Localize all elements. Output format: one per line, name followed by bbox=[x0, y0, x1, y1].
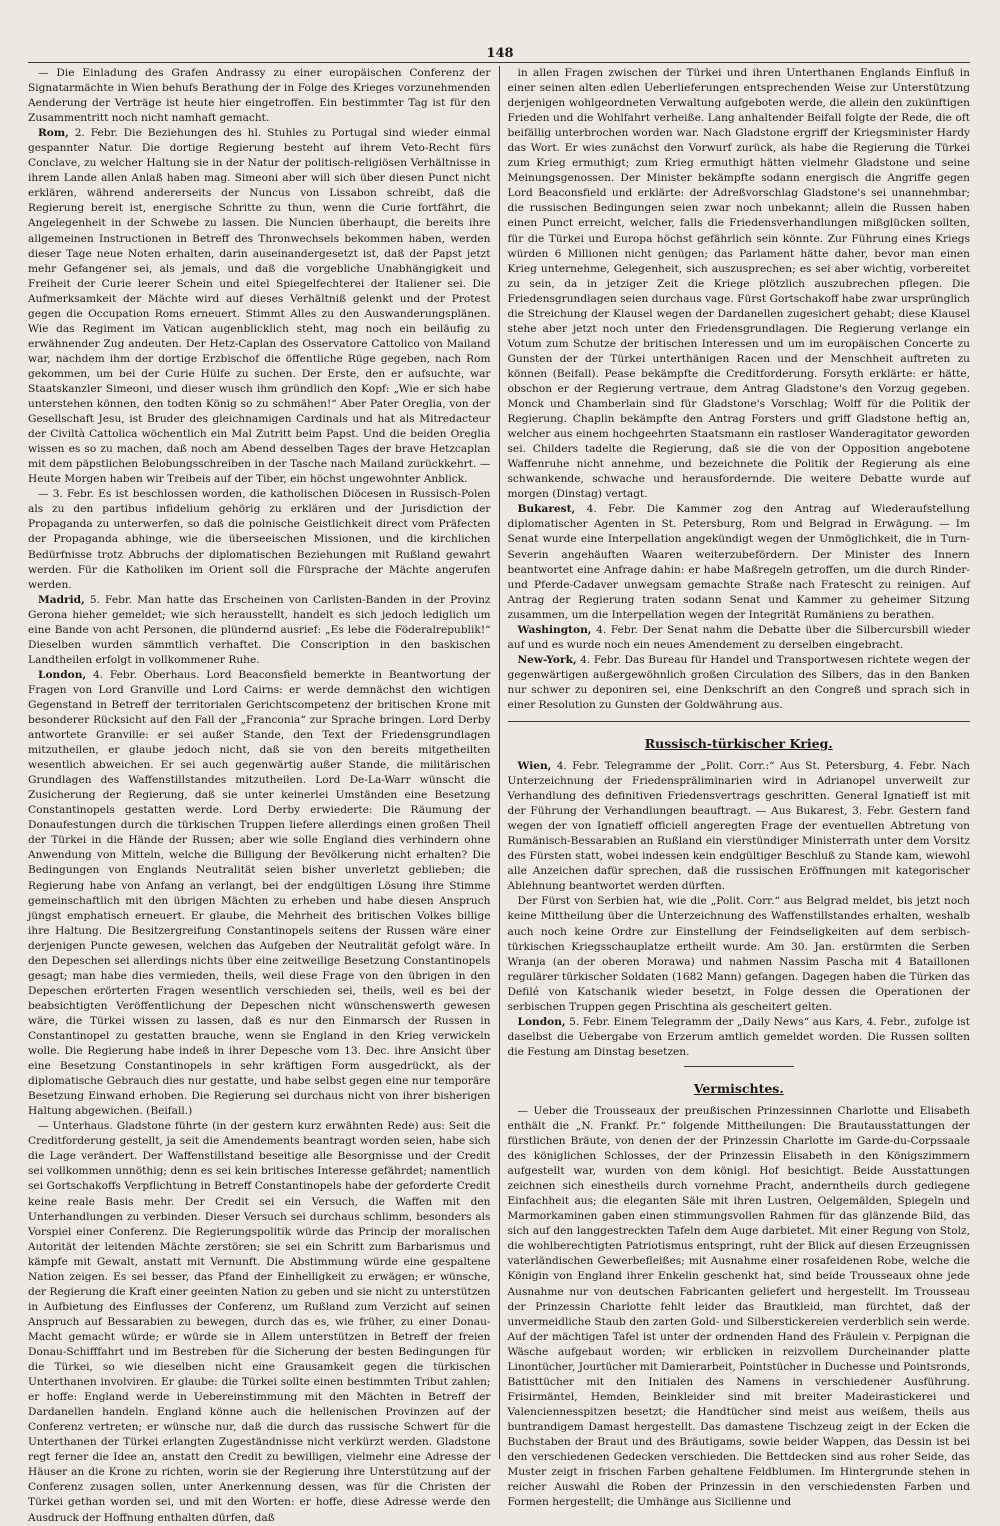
dateline: Washington, bbox=[517, 623, 592, 636]
header-rule bbox=[28, 62, 970, 63]
dateline: London, bbox=[517, 1015, 566, 1028]
article-text: — Ueber die Trousseaux der preußischen Prinzessinnen Charlotte und Elisabeth enthält die „N. Frankf. Pr.“ folgende Mittheilungen: Die Brautausstattungen der fürstlichen Bräute, von denen der der Prinzessin Charlotte im Garde-du-Corpssaale des königlichen Schlosses, der der Prinzessin Elisabeth in den Königszimmern aufgestellt war, wurden von dem königl. Hof besichtigt. Beide Ausstattungen zeichnen sich einestheils durch vornehme Pracht, anderntheils durch gediegene Einfachheit aus; die eleganten Säle mit ihren Lustren, Oelgemälden, Spiegeln und Marmorkaminen gaben einen stimmungsvollen Rahmen für das glänzende Bild, das sich auf den langgestreckten Tafeln dem Auge darbietet. Mit einer Regung von Stolz, die wohlberechtigten Patriotismus entspringt, ruht der Blick auf diesen Erzeugnissen vaterländischen Gewerbefleißes; mit Ausnahme einer rosafeidenen Robe, welche die Königin von England ihrer Enkelin geschenkt hat, sind beide Trousseaux ohne jede Ausnahme nur von deutschen Fabricanten geliefert und hergestellt. Im Trousseau der Prinzessin Charlotte fehlt leider das Brautkleid, man fürchtet, daß der unvermeidliche Staub den zarten Gold- und Silberstickereien verderblich sein werde. Auf der mächtigen Tafel ist unter der ordnenden Hand des Fräulein v. Perpignan die Wäsche aufgebaut worden; wir erblicken in reizvollem Durcheinander platte Linontücher, Jourtücher mit Damierarbeit, Pointstücher in Duchesse und Pointsronds, Batisttücher mit den Initialen des Namens in verschiedener Ausführung. Frisirmäntel, Hemden, Beinkleider sind mit breiter Madeirastickerei und Valenciennesspitzen besetzt; die Handtücher sind meist aus weißem, theils aus buntrandigem Damast hergestellt. Das damastene Tischzeug zeigt in der Ecken die Buchstaben der Braut und des Bräutigams, sowie beider Wappen, das Dessin ist bei den verschiedenen Gedecken verschieden. Die Bettdecken sind aus roher Seide, das Muster zeigt in frischen Farben gehaltene Feldblumen. Im Hintergrunde stehen in reicher Auswahl die Roben der Prinzessin in den verschiedensten Farben und Formen hergestellt; die Umhänge aus Sicilienne und bbox=[507, 1104, 970, 1509]
section-divider bbox=[508, 721, 971, 722]
dateline: Madrid, bbox=[38, 593, 85, 606]
article-paragraph bbox=[508, 623, 971, 653]
article-text: 2. Febr. Die Beziehungen des hl. Stuhles zu Portugal sind wieder einmal gespannter Natur. Die dortige Regierung besteht auf ihrem Veto-Recht fürs Conclave, zu welcher Haltung sie in der Natur der politisch-religiösen Verhältnisse in ihrem Lande allen Anlaß haben mag. Simeoni aber will sich über diesen Punct nicht erklären, während andererseits der Nuncus von Lissabon schreibt, daß die Regierung bereit ist, energische Schritte zu thun, wenn die Curie fortfährt, die Angelegenheit in der Schwebe zu lassen. Die Nuncien überhaupt, die bereits ihre allgemeinen Instructionen in Betreff des Thronwechsels bekommen haben, werden dieser Tage neue Noten erhalten, darin auseinandergesetzt ist, daß der Papst jetzt mehr Gefangener sei, als jemals, und daß die vorgebliche Unabhängigkeit und Freiheit der Curie leerer Schein und eitel Spiegelfechterei der Italiener sei. Die Aufmerksamkeit der Mächte wird auf dieses Verhältniß gelenkt und der Protest gegen die Occupation Roms erneuert. Stimmt Alles zu den Auswanderungsplänen. Wie das Regiment im Vatican augenblicklich steht, mag noch ein beiläufig zu erwähnender Zug andeuten. Der Hetz-Caplan des Osservatore Cattolico von Mailand war, nachdem ihm der dortige Erzbischof die öffentliche Rüge gegeben, nach Rom gekommen, um bei der Curie Hülfe zu suchen. Der Erste, den er aufsuchte, war Staatskanzler Simeoni, und dieser wusch ihm gründlich den Kopf: „Wie er sich habe unterstehen können, den todten König so zu schmähen!“ Aber Pater Oreglia, von der Gesellschaft Jesu, ist Bruder des gleichnamigen Cardinals und hat als Mitredacteur der Civiltà Cattolica wöchentlich ein Mal Zutritt beim Papst. Und die beiden Oreglia wissen es so zu machen, daß noch am Abend desselben Tages der brave Hetzcaplan mit dem päpstlichen Belobungsschreiben in der Tasche nach Mailand zurückkehrt. — Heute Morgen haben wir Treibeis auf der Tiber, ein höchst ungewohnter Anblick. bbox=[28, 127, 491, 486]
article-text: — Unterhaus. Gladstone führte (in der gestern kurz erwähnten Rede) aus: Seit die Creditforderung gestellt, ja seit die Amendements beantragt worden seien, habe sich die Lage verändert. Der Waffenstillstand beseitige alle Besorgnisse und der Credit sei vollkommen unnöthig; denn es sei kein britisches Interesse gefährdet; namentlich sei Gortschakoffs Verpflichtung in Betreff Constantinopels habe der geforderte Credit keine reale Basis mehr. Der Credit sei ein Versuch, die Waffen mit den Unterhandlungen zu verbinden. Dieser Versuch sei durchaus schlimm, besonders als Vorspiel einer Conferenz. Die Regierungspolitik würde das Princip der moralischen Autorität der leitenden Mächte zerstören; sie sei ein Schritt zum Barbarismus und kämpfe mit Gewalt, anstatt mit Vernunft. Die Abstimmung würde eine gespaltene Nation zeigen. Es sei besser, das Pfand der Einhelligkeit zu erwägen; er wünsche, der Regierung die Kraft einer geeinten Nation zu geben und sie nicht zu unterstützen in Aufbietung des Einflusses der Conferenz, um Rußland zum Verzicht auf seinen Anspruch auf Bessarabien zu bewegen, durch das es, wie früher, zu einer Donau-Macht gemacht würde; er würde sie in Allem unterstützen in Betreff der freien Donau-Schifffahrt und im Bestreben für die Sicherung der besten Bedingungen für die Türkei, so wie dieselben nicht eine Grausamkeit gegen die türkischen Unterthanen involviren. Er glaube: die Türkei sollte einen bestimmten Tribut zahlen; er hoffe: England werde in Uebereinstimmung mit den Mächten in Betreff der Dardanellen handeln. England könne auch die hellenischen Provinzen auf der Conferenz vertreten; er wünsche nur, daß die durch das russische Schwert für die Unterthanen der Türkei erlangten Zugeständnisse nicht verkürzt werden. Gladstone regt ferner die Idee an, anstatt den Credit zu bewilligen, vielmehr eine Adresse der Häuser an die Krone zu richten, worin sie der Regierung ihre Unterstützung auf der Conferenz zusagen sollen, unter Anerkennung dessen, was für die Christen der Türkei gethan worden sei, und mit den Worten: er hoffe, diese Adresse werde den Ausdruck der Hoffnung enthalten dürfen, daß bbox=[28, 1120, 491, 1524]
article-paragraph bbox=[508, 653, 971, 713]
article-paragraph bbox=[28, 593, 491, 668]
article-paragraph bbox=[28, 1119, 491, 1525]
war-section-title: Russisch-türkischer Krieg. bbox=[644, 736, 833, 752]
article-text: — 3. Febr. Es ist beschlossen worden, die katholischen Diöcesen in Russisch-Polen als zu den partibus infidelium gehörig zu erklären und der Jurisdiction der Propaganda zu unterwerfen, so daß die polnische Geistlichkeit direct vom Präfecten der Propaganda abhinge, wie die überseeischen Missionen, und die kirchlichen Bedürfnisse trotz Abbruchs der diplomatischen Beziehungen mit Rußland gewahrt werden. Für die Katholiken im Orient soll die Fürsprache der Mächte angerufen werden. bbox=[28, 488, 491, 591]
war-section bbox=[508, 759, 971, 1060]
article-text: 5. Febr. Einem Telegramm der „Daily News“ aus Kars, 4. Febr., zufolge ist daselbst die Uebergabe von Erzerum amtlich gemeldet worden. Die Russen sollten die Festung am Dinstag besetzen. bbox=[507, 1015, 970, 1058]
article-paragraph bbox=[28, 66, 491, 126]
article-paragraph bbox=[28, 487, 491, 592]
article-text: 4. Febr. Oberhaus. Lord Beaconsfield bemerkte in Beantwortung der Fragen von Lord Granville und Lord Cairns: er werde demnächst den wichtigen Gegenstand in Betreff der territorialen Gerichtscompetenz der britischen Krone mit besonderer Rücksicht auf den Fall der „Franconia“ zur Sprache bringen. Lord Derby antwortete Granville: er sei außer Stande, den Text der Friedensgrundlagen mitzutheilen, er glaube jedoch nicht, daß sie von den bereits mitgetheilten wesentlich abweichen. Er sei auch gegenwärtig außer Stande, die militärischen Grundlagen des Waffenstillstandes mitzutheilen. Lord De-La-Warr wünscht die Zusicherung der Regierung, daß sie unter keinerlei Umständen eine Besetzung Constantinopels gestatten werde. Lord Derby erwiederte: Die Räumung der Donaufestungen durch die türkischen Truppen liefere allerdings einen großen Theil der Türkei in die Hände der Russen; aber wie solle England dies verhindern ohne Anwendung von Mitteln, welche die Billigung der Bevölkerung nicht erhalten? Die Bedingungen von Englands Neutralität seien bisher unverletzt geblieben; die Regierung habe von Anfang an verlangt, bei der endgültigen Lösung ihre Stimme gemeinschaftlich mit den übrigen Mächten zu erheben und habe diesen Anspruch jüngst emphatisch erneuert. Er glaube, die Mehrheit des britischen Volkes billige ihre Haltung. Die Besitzergreifung Constantinopels seitens der Russen wäre einer derjenigen Puncte gewesen, welchen das Aufgeben der Neutralität gefolgt wäre. In den Depeschen sei allerdings nichts über eine zeitweilige Besetzung Constantinopels gesagt; man habe dies vermieden, theils, weil diese Frage von den übrigen in den Depeschen erörterten Fragen wesentlich verschieden sei, theils, weil es bei der beabsichtigten Veröffentlichung der Depeschen nicht wünschenswerth gewesen wäre, die Türkei wissen zu lassen, daß es nur den Einmarsch der Russen in Constantinopel zu gestatten brauche, wenn sie England in den Krieg verwickeln wolle. Die Regierung habe indeß in ihrer Depesche vom 13. Dec. ihre Ansicht über eine Besetzung Constantinopels in sehr kräftigen Form ausgedrückt, als der diplomatische Gebrauch dies nur gestatte, und habe selbst gegen eine nur temporäre Besetzung Einwand erhoben. Die Regierung sei durchaus nicht von ihrer bisherigen Haltung abgewichen. (Beifall.) bbox=[28, 668, 491, 1118]
right-column bbox=[500, 66, 971, 1509]
dateline: Wien, bbox=[517, 760, 552, 773]
article-text: 4. Febr. Das Bureau für Handel und Transportwesen richtete wegen der gegenwärtigen außergewöhnlich großen Circulation des Silbers, das in den Banken nur schwer zu deponiren sei, eine Denkschrift an den Congreß und sprach sich in einer Resolution zu Gunsten der Goldwährung aus. bbox=[507, 653, 970, 711]
misc-section bbox=[508, 1104, 971, 1510]
section-divider-short bbox=[684, 1066, 794, 1067]
misc-section-title: Vermischtes. bbox=[693, 1080, 784, 1096]
dateline: Bukarest, bbox=[517, 503, 576, 516]
dateline: New-York, bbox=[517, 653, 577, 666]
article-paragraph bbox=[508, 1104, 971, 1510]
article-text: Der Fürst von Serbien hat, wie die „Polit. Corr.“ aus Belgrad meldet, bis jetzt noch keine Mittheilung über die Unterzeichnung des Waffenstillstandes erhalten, weshalb auch noch keine Ordre zur Einstellung der Feindseligkeiten auf dem serbisch-türkischen Kriegsschauplatze ertheilt wurde. Am 30. Jan. erstürmten die Serben Wranja (an der oberen Morawa) und nahmen Nassim Pascha mit 4 Bataillonen regulärer türkischer Soldaten (1682 Mann) gefangen. Dagegen haben die Türken das Defilé von Katschanik wieder besetzt, in Folge dessen die Operationen der serbischen Truppen gegen Prischtina als gescheitert gelten. bbox=[507, 895, 970, 1013]
dateline: London, bbox=[38, 668, 87, 681]
article-text: 4. Febr. Der Senat nahm die Debatte über die Silbercursbill wieder auf und es wurde noch ein neues Amendement zu derselben eingebracht. bbox=[507, 623, 971, 651]
article-paragraph bbox=[508, 894, 971, 1014]
article-paragraph bbox=[508, 66, 971, 502]
article-paragraph bbox=[28, 668, 491, 1119]
article-text: in allen Fragen zwischen der Türkei und ihren Unterthanen Englands Einfluß in einer seinen alten edlen Ueberlieferungen entsprechenden Weise zur Unterstützung derjenigen wohlgeordneten Verwaltung aufgeboten werde, die allein den zukünftigen Frieden und die Wohlfahrt verheiße. Lang anhaltender Beifall folgte der Rede, die oft beifällig unterbrochen worden war. Nach Gladstone ergriff der Kriegsminister Hardy das Wort. Er wies zunächst den Vorwurf zurück, als habe die Regierung die Türkei zum Krieg ermuthigt; zum Krieg ermuthigt hätten vielmehr Gladstone und seine Meinungsgenossen. Der Minister bekämpfte sodann energisch die Angriffe gegen Lord Beaconsfield und erklärte: der Adreßvorschlag Gladstone's sei unannehmbar; die russischen Bedingungen seien zwar noch unbekannt; allein die Russen haben einen Punct erreicht, welcher, falls die Friedensverhandlungen mißglücken sollten, für die Türkei und Europa höchst gefährlich sein könnte. Zur Führung eines Kriegs würden 6 Millionen nicht genügen; das Parlament hätte daher, bevor man einen Krieg unternehme, Gelegenheit, sich auszusprechen; es sei aber wichtig, vorbereitet zu sein, da in jetziger Zeit die Kriege plötzlich auszubrechen pflegen. Die Friedensgrundlagen seien durchaus vage. Fürst Gortschakoff habe zwar ursprünglich die Streichung der Klausel wegen der Dardanellen zugesichert gehabt; diese Klausel stehe aber jetzt noch unter den Friedensgrundlagen. Die Regierung verlange ein Votum zum Schutze der britischen Interessen und um im europäischen Concerte zu Gunsten der der Türkei unterthänigen Racen und der Menschheit auftreten zu können (Beifall). Pease bekämpfte die Creditforderung. Forsyth erklärte: er hätte, obschon er der Regierung vertraue, dem Antrag Gladstone's den Vorzug gegeben. Monck und Chamberlain sind für Gladstone's Vorschlag; Wolff für die Politik der Regierung. Chaplin bekämpfte den Antrag Forsters und griff Gladstone heftig an, welcher aus einem hochgeehrten Staatsmann ein rastloser Wanderagitator geworden sei. Childers tadelte die Regierung, daß sie die von der Opposition angebotene Waffenruhe nicht annehme, und bezeichnete die Politik der Regierung als eine schwankende, schwache und herausfordernde. Die weitere Debatte wurde auf morgen (Dinstag) vertagt. bbox=[507, 67, 970, 501]
article-text: 4. Febr. Telegramme der „Polit. Corr.:“ Aus St. Petersburg, 4. Febr. Nach Unterzeichnung der Friedenspräliminarien wird in Adrianopel unverweilt zur Verhandlung des definitiven Friedensvertrags geschritten. General Ignatieff ist mit der Führung der Verhandlungen beauftragt. — Aus Bukarest, 3. Febr. Gestern fand wegen der von Ignatieff officiell angeregten Frage der eventuellen Abtretung von Rumänisch-Bessarabien an Rußland ein vierstündiger Ministerrath unter dem Vorsitz des Fürsten statt, wobei indessen kein endgültiger Beschluß zu Stande kam, wiewohl alle Anzeichen dafür sprechen, daß die russischen Eröffnungen mit kategorischer Ablehnung beantwortet werden dürften. bbox=[507, 760, 971, 893]
article-text: 5. Febr. Man hatte das Erscheinen von Carlisten-Banden in der Provinz Gerona hieher gemeldet; wie sich herausstellt, handelt es sich jedoch lediglich um eine Bande von acht Personen, die plündernd ausrief: „Es lebe die Föderalrepublik!“ Dieselben wurden sämmtlich verhaftet. Die Conscription in den baskischen Landtheilen erfolgt in vollkommener Ruhe. bbox=[28, 593, 491, 666]
columns bbox=[28, 66, 971, 1524]
page-number: 148 bbox=[486, 46, 514, 61]
right-news bbox=[508, 66, 971, 713]
left-column bbox=[28, 66, 499, 1524]
article-paragraph bbox=[28, 126, 491, 487]
article-paragraph bbox=[508, 1015, 971, 1060]
article-paragraph bbox=[508, 759, 971, 894]
article-paragraph bbox=[508, 502, 971, 622]
article-text: — Die Einladung des Grafen Andrassy zu einer europäischen Conferenz der Signatarmächte in Wien behufs Berathung der in Folge des Krieges vorzunehmenden Aenderung der Verträge ist heute hier eingetroffen. Ein bestimmter Tag ist für den Zusammentritt noch nicht namhaft gemacht. bbox=[28, 67, 491, 125]
dateline: Rom, bbox=[38, 127, 69, 140]
article-text: 4. Febr. Die Kammer zog den Antrag auf Wiederaufstellung diplomatischer Agenten in St. Petersburg, Rom und Belgrad in Erwägung. — Im Senat wurde eine Interpellation angekündigt wegen der Unmöglichkeit, die in Turn-Severin angehäuften Waaren weiterzubefördern. Der Minister des Innern beantwortet eine Anfrage dahin: er habe Maßregeln getroffen, um die durch Rinder- und Pferde-Cadaver unwegsam gemachte Straße nach Fratescht zu reinigen. Auf Antrag der Regierung traten sodann Senat und Kammer zu geheimer Sitzung zusammen, um die Interpellation wegen der Integrität Rumäniens zu berathen. bbox=[507, 503, 970, 621]
